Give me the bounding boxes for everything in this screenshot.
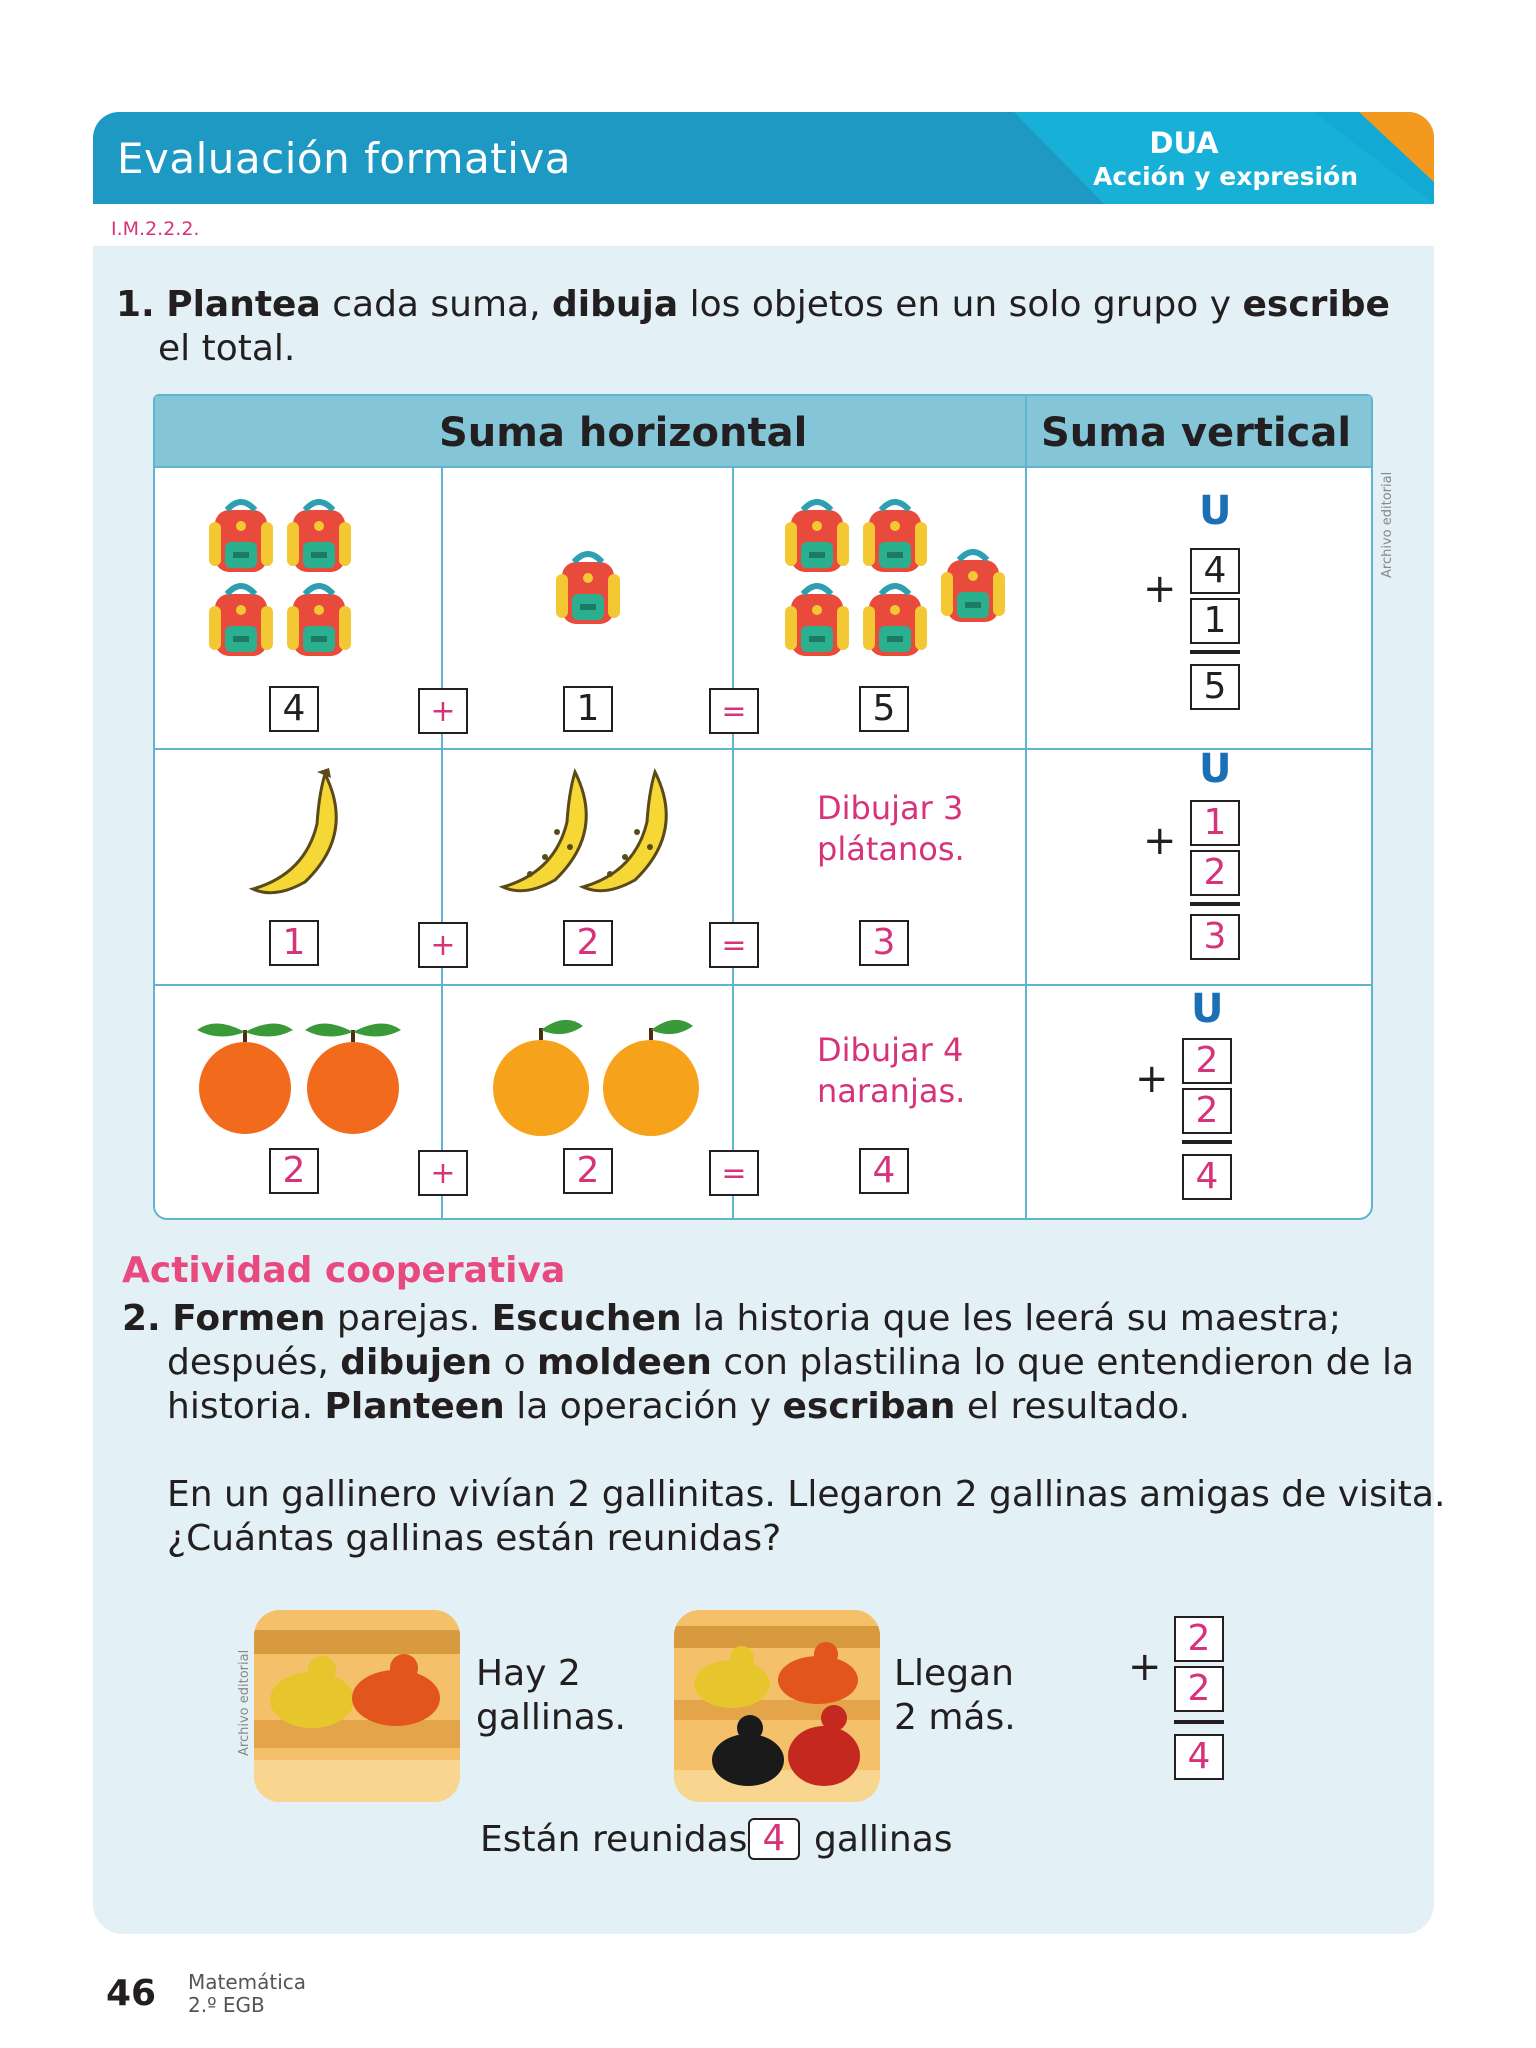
keyword-dibuja: dibuja — [552, 284, 679, 325]
story-line-1: En un gallinero vivían 2 gallinitas. Llegaron 2 gallinas amigas de visita. — [167, 1474, 1446, 1515]
vertical-addend-box[interactable]: 2 — [1182, 1038, 1232, 1084]
equals-sign-box: = — [709, 1150, 759, 1196]
question-text: con plastilina lo que entendieron de la — [711, 1342, 1415, 1383]
addend-box[interactable]: 1 — [269, 920, 319, 966]
vertical-sum-box[interactable]: 3 — [1190, 914, 1240, 960]
page-number: 46 — [106, 1973, 157, 2014]
divider — [732, 466, 734, 1218]
hint-text-line-1: Dibujar 3 — [817, 789, 964, 827]
answer-suffix: gallinas — [814, 1819, 953, 1860]
answer-box[interactable]: 4 — [748, 1818, 800, 1860]
question-text: después, — [167, 1342, 341, 1383]
image-credit: Archivo editorial — [237, 1649, 252, 1756]
units-label: U — [1199, 746, 1232, 792]
sum-line — [1190, 902, 1240, 906]
column-header-vertical: Suma vertical — [1041, 410, 1352, 456]
vertical-addend-box[interactable]: 1 — [1190, 800, 1240, 846]
backpack-1 — [552, 548, 632, 638]
card1-text-line-2: gallinas. — [476, 1697, 626, 1738]
addend-box[interactable]: 4 — [269, 686, 319, 732]
vertical-sum-box[interactable]: 5 — [1190, 664, 1240, 710]
image-credit: Archivo editorial — [1380, 471, 1395, 578]
units-label: U — [1199, 488, 1232, 534]
hen-image-1 — [254, 1610, 460, 1802]
question-text: parejas. — [325, 1298, 492, 1339]
keyword-dibujen: dibujen — [340, 1342, 493, 1383]
question-1-line-1 — [116, 282, 1390, 327]
hens-2-illustration — [254, 1610, 460, 1802]
backpacks-group-4 — [205, 496, 365, 666]
grade: 2.º EGB — [188, 1993, 265, 2017]
vertical-addend-box[interactable]: 4 — [1190, 548, 1240, 594]
plus-sign: + — [1128, 1644, 1162, 1690]
divider — [155, 984, 1371, 986]
vertical-addend-box[interactable]: 2 — [1174, 1666, 1224, 1712]
equals-sign-box: = — [709, 688, 759, 734]
backpacks-group-5 — [781, 496, 1011, 666]
plus-sign: + — [1143, 818, 1177, 864]
question-text: cada suma, — [320, 284, 553, 325]
card1-text-line-1: Hay 2 — [476, 1653, 581, 1694]
keyword-escuchen: Escuchen — [491, 1298, 682, 1339]
equals-sign-box: = — [709, 922, 759, 968]
addend-box[interactable]: 2 — [563, 1148, 613, 1194]
vertical-sum-box[interactable]: 4 — [1182, 1154, 1232, 1200]
result-box[interactable]: 5 — [859, 686, 909, 732]
dua-title: DUA — [1149, 126, 1219, 160]
keyword-planteen: Planteen — [324, 1386, 505, 1427]
hen-image-2 — [674, 1610, 880, 1802]
hint-text-line-1: Dibujar 4 — [817, 1031, 964, 1069]
table-header — [155, 396, 1371, 468]
vertical-addend-box[interactable]: 1 — [1190, 598, 1240, 644]
oranges-2 — [487, 1008, 707, 1138]
divider — [441, 466, 443, 1218]
result-box[interactable]: 3 — [859, 920, 909, 966]
card2-text-line-1: Llegan — [894, 1653, 1014, 1694]
vertical-addend-box[interactable]: 2 — [1182, 1088, 1232, 1134]
page-title: Evaluación formativa — [117, 134, 571, 183]
question-text: los objetos en un solo grupo y — [678, 284, 1243, 325]
subject: Matemática — [188, 1970, 307, 1994]
plus-sign: + — [1143, 566, 1177, 612]
oranges-red-2 — [195, 1008, 405, 1138]
divider — [1025, 396, 1027, 1218]
keyword-formen: Formen — [172, 1298, 326, 1339]
hint-text-line-2: plátanos. — [817, 830, 965, 868]
sum-line — [1190, 650, 1240, 654]
hint-text-line-2: naranjas. — [817, 1072, 966, 1110]
question-text: el resultado. — [955, 1386, 1191, 1427]
column-header-horizontal: Suma horizontal — [439, 410, 808, 456]
sum-table — [153, 394, 1373, 1220]
story-line-2: ¿Cuántas gallinas están reunidas? — [167, 1518, 782, 1559]
addend-box[interactable]: 1 — [563, 686, 613, 732]
question-number: 1. — [116, 284, 155, 325]
addend-box[interactable]: 2 — [269, 1148, 319, 1194]
keyword-escribe: escribe — [1242, 284, 1390, 325]
question-text: historia. — [167, 1386, 325, 1427]
answer-prefix: Están reunidas — [480, 1819, 748, 1860]
dua-subtitle: Acción y expresión — [1093, 162, 1358, 191]
question-text: o — [492, 1342, 538, 1383]
sum-line — [1174, 1720, 1224, 1724]
card2-text-line-2: 2 más. — [894, 1697, 1016, 1738]
vertical-addend-box[interactable]: 2 — [1190, 850, 1240, 896]
question-2-line-2 — [167, 1340, 1414, 1385]
question-2-line-3 — [167, 1384, 1190, 1429]
banana-1 — [245, 764, 355, 904]
question-2-line-1 — [122, 1296, 1341, 1341]
keyword-escriban: escriban — [782, 1386, 956, 1427]
sum-line — [1182, 1140, 1232, 1144]
hens-4-illustration — [674, 1610, 880, 1802]
vertical-addend-box[interactable]: 2 — [1174, 1616, 1224, 1662]
question-text: la operación y — [504, 1386, 783, 1427]
bananas-2 — [495, 762, 695, 902]
units-label: U — [1191, 986, 1224, 1032]
question-1-line-2: el total. — [158, 328, 296, 369]
addend-box[interactable]: 2 — [563, 920, 613, 966]
plus-sign: + — [1135, 1056, 1169, 1102]
indicator-code: I.M.2.2.2. — [111, 218, 200, 240]
plus-sign-box: + — [418, 688, 468, 734]
question-number: 2. — [122, 1298, 161, 1339]
plus-sign-box: + — [418, 1150, 468, 1196]
keyword-moldeen: moldeen — [537, 1342, 712, 1383]
keyword-plantea: Plantea — [166, 284, 321, 325]
question-text: la historia que les leerá su maestra; — [681, 1298, 1341, 1339]
activity-title: Actividad cooperativa — [122, 1250, 566, 1291]
divider — [155, 748, 1371, 750]
header-bar — [93, 112, 1434, 204]
result-box[interactable]: 4 — [859, 1148, 909, 1194]
plus-sign-box: + — [418, 922, 468, 968]
vertical-sum-box[interactable]: 4 — [1174, 1734, 1224, 1780]
footer-info — [188, 1971, 306, 2017]
